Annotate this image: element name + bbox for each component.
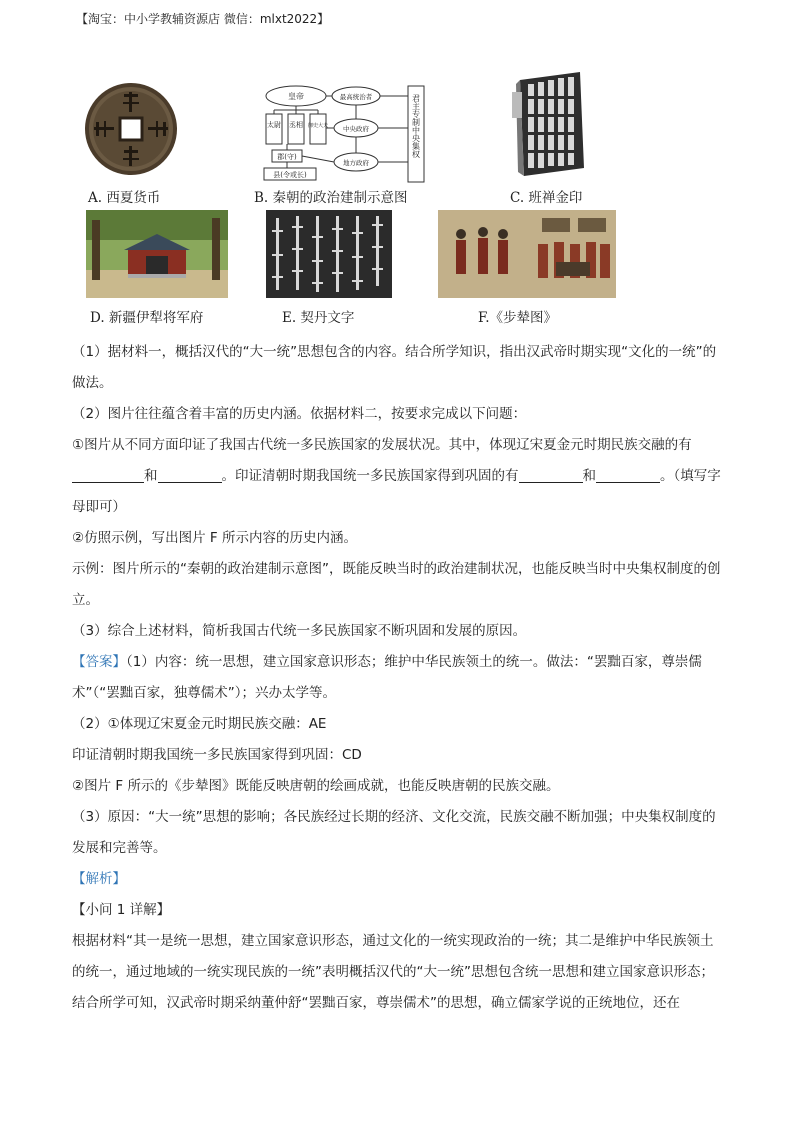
q2-1-text-b: 。印证清朝时期我国统一多民族国家得到巩固的有 [221, 468, 519, 484]
caption-a: A. 西夏货币 [88, 190, 161, 206]
sub-question-1-label: 【小问 1 详解】 [72, 902, 171, 918]
answer-blank-1 [72, 468, 144, 483]
example-text: 示例：图片所示的“秦朝的政治建制示意图”，既能反映当时的政治建制状况，也能反映当时中央集权制度的创立。 [72, 561, 721, 608]
node-county: 县(令或长) [273, 171, 307, 179]
question-3: （3）综合上述材料，简析我国古代统一多民族国家不断巩固和发展的原因。 [72, 623, 527, 639]
q2-1-and-1: 和 [144, 468, 158, 484]
caption-f: F.《步辇图》 [478, 310, 558, 326]
seal-image [508, 68, 588, 180]
answer-label: 【答案】 [72, 654, 126, 670]
figure-panel [0, 60, 793, 330]
q2-1-and-2: 和 [582, 468, 596, 484]
caption-b: B. 秦朝的政治建制示意图 [254, 190, 408, 206]
figure-a-coin [84, 82, 178, 176]
answer-2-2: 印证清朝时期我国统一多民族国家得到巩固：CD [72, 747, 362, 763]
answer-1-text: （1）内容：统一思想，建立国家意识形态；维护中华民族领土的统一。做法：“罢黜百家，尊崇儒术”（“罢黜百家，独尊儒术”）；兴办太学等。 [72, 654, 702, 701]
caption-d: D. 新疆伊犁将军府 [90, 310, 204, 326]
q2-1-text-a: ①图片从不同方面印证了我国古代统一多民族国家的发展状况。其中，体现辽宋夏金元时期民族交融的有 [72, 437, 692, 453]
coin-image [84, 82, 178, 176]
analysis-label: 【解析】 [72, 871, 126, 887]
page-header: 【淘宝：中小学教辅资源店 微信：mlxt2022】 [76, 12, 330, 26]
question-2-intro: （2）图片往往蕴含着丰富的历史内涵。依据材料二，按要求完成以下问题： [72, 406, 527, 422]
node-taiwei: 太尉 [267, 121, 281, 129]
analysis-text: 根据材料“其一是统一思想，建立国家意识形态，通过文化的一统实现政治的一统；其二是维护中华民族领土的统一，通过地域的一统实现民族的一统”表明概括汉代的“大一统”思想包含统一思想和建立国家意识形态；结合所学可知，汉武帝时期采纳董仲舒“罢黜百家，尊崇儒术”的思想，确立儒家学说的正统地位，还在 [72, 933, 714, 1011]
question-2-2: ②仿照示例，写出图片 F 所示内容的历史内涵。 [72, 530, 357, 546]
node-commandery: 郡(守) [277, 153, 297, 161]
caption-c: C. 班禅金印 [510, 190, 583, 206]
node-local-gov: 地方政府 [343, 159, 369, 167]
answer-blank-4 [596, 468, 660, 483]
main-content [72, 337, 724, 1019]
answer-blank-2 [158, 468, 222, 483]
figure-f-painting [438, 210, 616, 298]
figure-e-khitan [266, 210, 392, 298]
qin-structure-diagram [262, 82, 430, 186]
node-chengxiang: 丞相 [289, 121, 303, 129]
node-emperor: 皇帝 [288, 92, 304, 101]
node-yushidafu: 御史大夫 [307, 123, 329, 129]
answer-blank-3 [519, 468, 583, 483]
khitan-script-image [266, 210, 392, 298]
figure-d-mansion [86, 210, 228, 298]
answer-1 [72, 647, 724, 709]
answer-2-3: ②图片 F 所示的《步辇图》既能反映唐朝的绘画成就，也能反映唐朝的民族交融。 [72, 778, 560, 794]
question-1: （1）据材料一，概括汉代的“大一统”思想包含的内容。结合所学知识，指出汉武帝时期实现“文化的一统”的做法。 [72, 344, 717, 391]
figure-b-diagram [262, 82, 430, 186]
node-highest-ruler: 最高统治者 [339, 93, 373, 101]
figure-c-seal [508, 68, 588, 180]
mansion-image [86, 210, 228, 298]
side-label: 君主专制中央集权 [411, 94, 421, 158]
q2-1-text-c: 。（填写字母即可） [72, 468, 721, 515]
answer-2-1: （2）①体现辽宋夏金元时期民族交融：AE [72, 716, 327, 732]
node-central-gov: 中央政府 [343, 125, 369, 133]
painting-image [438, 210, 616, 298]
caption-e: E. 契丹文字 [282, 310, 355, 326]
question-2-1 [72, 430, 724, 523]
answer-3: （3）原因：“大一统”思想的影响；各民族经过长期的经济、文化交流，民族交融不断加强；中央集权制度的发展和完善等。 [72, 809, 716, 856]
